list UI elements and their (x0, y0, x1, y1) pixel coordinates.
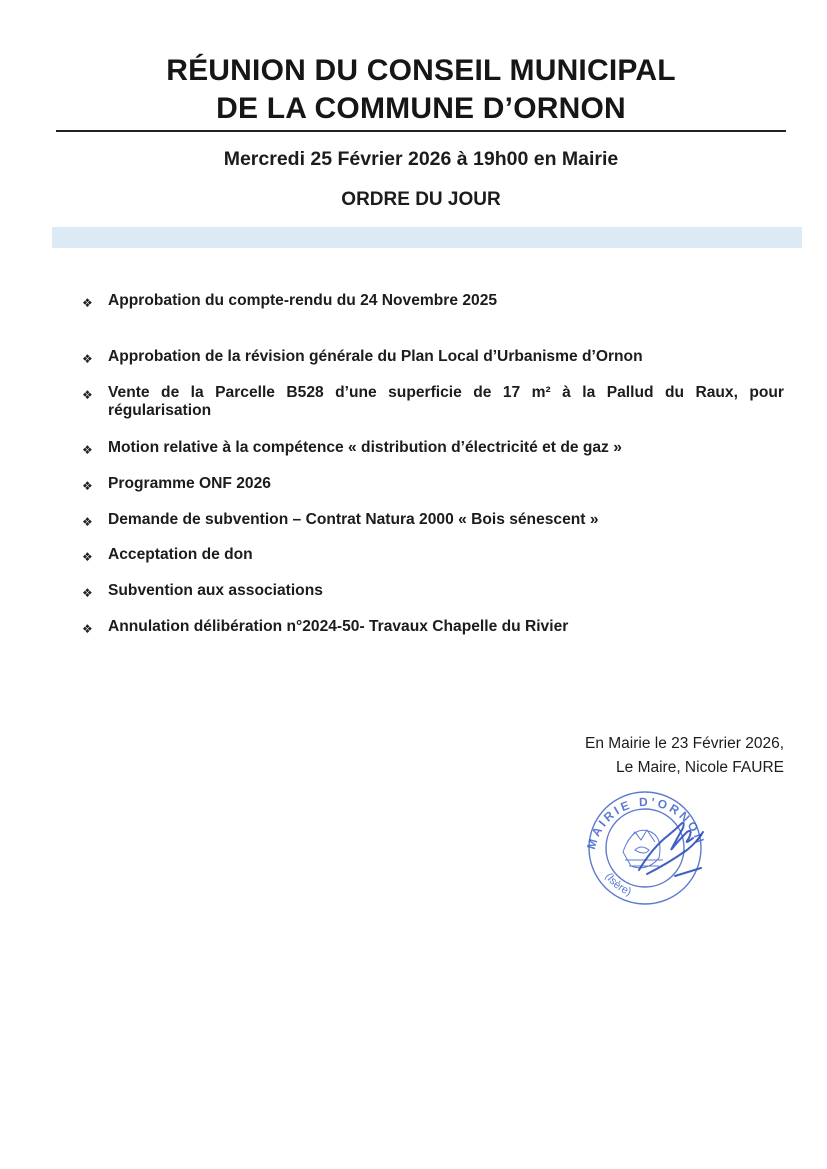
agenda-item (82, 546, 784, 567)
diamond-bullet-icon: ❖ (82, 586, 93, 600)
agenda-item (82, 511, 784, 532)
diamond-bullet-icon: ❖ (82, 443, 93, 457)
agenda-item (82, 348, 784, 369)
agenda-item-text: Approbation du compte-rendu du 24 Novembre 2025 (108, 292, 498, 309)
agenda-item (82, 475, 784, 496)
agenda-item-text: Approbation de la révision générale du Plan Local d’Urbanisme d’Ornon (108, 348, 643, 365)
agenda-item-text: Acceptation de don (108, 546, 253, 563)
diamond-bullet-icon: ❖ (82, 296, 93, 310)
signature-block (585, 732, 784, 780)
stamp-ring-text: MAIRIE D'ORNON (584, 794, 708, 851)
agenda-item (82, 439, 784, 460)
diamond-bullet-icon: ❖ (82, 352, 93, 366)
title-line-1: RÉUNION DU CONSEIL MUNICIPAL (166, 54, 676, 87)
agenda-item (82, 292, 784, 313)
agenda-item-text: Vente de la Parcelle B528 d’une superficie de 17 m² à la Pallud du Raux, pour régularisation (108, 384, 784, 419)
agenda-item (82, 618, 784, 639)
signature-place-date: En Mairie le 23 Février 2026, (584, 735, 784, 752)
title-line-2: DE LA COMMUNE D’ORNON (216, 92, 626, 125)
agenda-item-text: Demande de subvention – Contrat Natura 2000 « Bois sénescent » (108, 511, 599, 528)
title-divider (56, 130, 786, 132)
agenda-item (82, 384, 784, 420)
document-title (56, 52, 786, 128)
mayor-stamp-icon (575, 780, 715, 905)
agenda-item (82, 582, 784, 603)
diamond-bullet-icon: ❖ (82, 388, 93, 402)
diamond-bullet-icon: ❖ (82, 550, 93, 564)
signatory-name: Le Maire, Nicole FAURE (616, 759, 784, 776)
stamp-bottom-text: (Isère) (602, 870, 633, 899)
meeting-date: Mercredi 25 Février 2026 à 19h00 en Mairie (223, 148, 619, 170)
agenda-item-text: Subvention aux associations (108, 582, 323, 599)
diamond-bullet-icon: ❖ (82, 622, 93, 636)
agenda-item-text: Annulation délibération n°2024-50- Travaux Chapelle du Rivier (108, 618, 569, 635)
agenda-item-text: Programme ONF 2026 (108, 475, 271, 492)
agenda-item-text: Motion relative à la compétence « distribution d’électricité et de gaz » (108, 439, 622, 456)
header-band (52, 227, 802, 248)
agenda-heading: ORDRE DU JOUR (341, 189, 501, 210)
diamond-bullet-icon: ❖ (82, 515, 93, 529)
diamond-bullet-icon: ❖ (82, 479, 93, 493)
